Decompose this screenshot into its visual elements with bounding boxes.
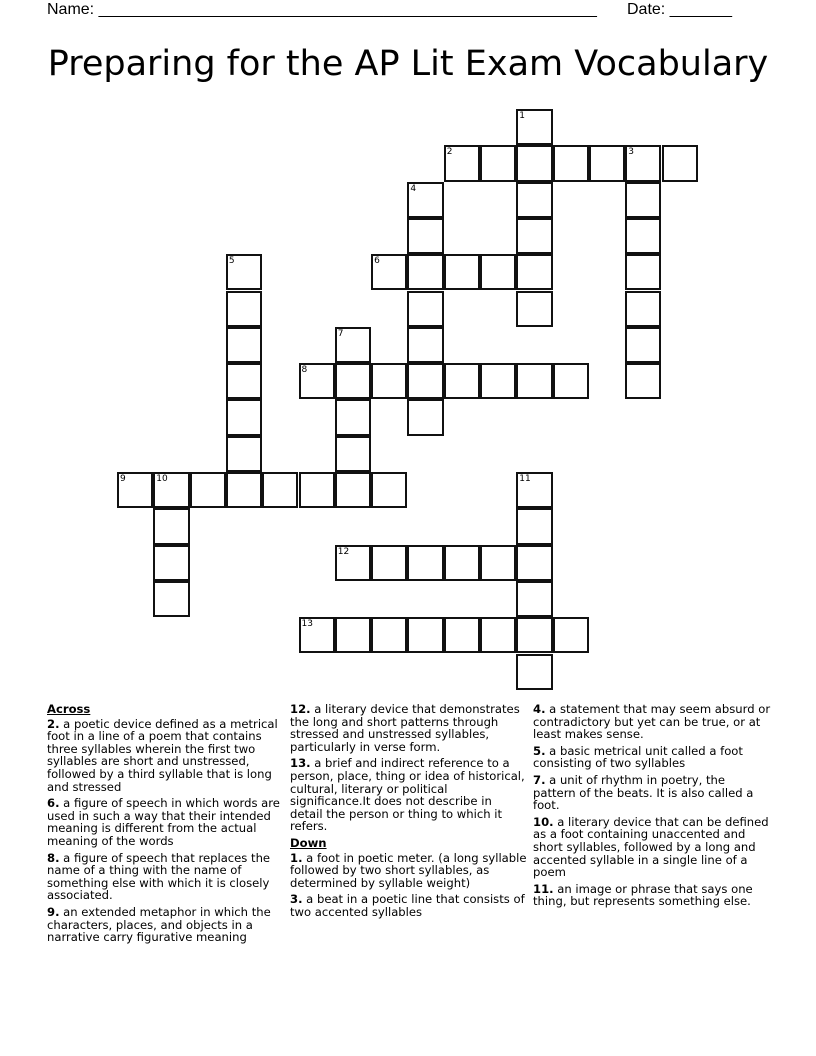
cell-number: 3 xyxy=(628,147,634,158)
clue-column-3 xyxy=(533,703,771,912)
crossword-cell[interactable] xyxy=(516,508,552,544)
crossword-cell[interactable] xyxy=(299,472,335,508)
crossword-cell[interactable] xyxy=(516,254,552,290)
crossword-cell[interactable] xyxy=(371,472,407,508)
crossword-cell[interactable] xyxy=(226,399,262,435)
crossword-cell[interactable] xyxy=(371,545,407,581)
clue-down-11: 11. an image or phrase that says one thing, but represents something else. xyxy=(533,881,753,909)
cell-number: 7 xyxy=(337,328,344,339)
clue-down-4: 4. a statement that may seem absurd or contradictory but yet can be true, or at least makes sense. xyxy=(533,702,771,742)
crossword-cell[interactable] xyxy=(444,254,480,290)
clue-across-9: 9. an extended metaphor in which the characters, places, and objects in a narrative carry figurative meaning xyxy=(47,904,271,945)
crossword-cell[interactable] xyxy=(226,327,262,363)
crossword-cell[interactable] xyxy=(407,254,443,290)
crossword-cell[interactable] xyxy=(625,254,661,290)
crossword-cell[interactable] xyxy=(407,545,443,581)
cell-number: 12 xyxy=(337,546,350,557)
crossword-cell[interactable] xyxy=(335,436,371,472)
crossword-cell[interactable] xyxy=(299,363,335,399)
clue-column-1 xyxy=(47,703,285,948)
crossword-cell[interactable] xyxy=(625,218,661,254)
crossword-cell[interactable] xyxy=(262,472,298,508)
crossword-cell[interactable] xyxy=(335,399,371,435)
crossword-cell[interactable] xyxy=(407,617,443,653)
crossword-cell[interactable] xyxy=(407,182,443,218)
crossword-cell[interactable] xyxy=(226,291,262,327)
crossword-cell[interactable] xyxy=(153,581,189,617)
cell-number: 9 xyxy=(120,474,126,484)
down-heading: Down xyxy=(290,835,327,850)
cell-number: 13 xyxy=(301,619,313,630)
cell-number: 6 xyxy=(374,256,380,267)
clue-down-5: 5. a basic metrical unit called a foot consisting of two syllables xyxy=(533,743,743,771)
crossword-cell[interactable] xyxy=(516,581,552,617)
crossword-cell[interactable] xyxy=(516,654,552,690)
crossword-cell[interactable] xyxy=(516,109,552,145)
cell-number: 4 xyxy=(410,183,417,194)
crossword-cell[interactable] xyxy=(371,254,407,290)
crossword-cell[interactable] xyxy=(444,363,480,399)
across-heading: Across xyxy=(47,702,91,716)
clue-down-7: 7. a unit of rhythm in poetry, the pattern of the beats. It is also called a foot. xyxy=(533,772,754,813)
clue-down-10: 10. a literary device that can be defined as a foot containing unaccented and short syllables, followed by a long and accented syllable in a single line of a poem xyxy=(533,814,769,880)
crossword-cell[interactable] xyxy=(553,617,589,653)
crossword-cell[interactable] xyxy=(516,182,552,218)
crossword-cell[interactable] xyxy=(335,327,371,363)
crossword-cell[interactable] xyxy=(625,363,661,399)
crossword-cell[interactable] xyxy=(407,327,443,363)
page-title: Preparing for the AP Lit Exam Vocabulary xyxy=(47,44,769,84)
crossword-cell[interactable] xyxy=(444,545,480,581)
crossword-cell[interactable] xyxy=(553,363,589,399)
crossword-cell[interactable] xyxy=(516,545,552,581)
cell-number: 2 xyxy=(446,147,453,158)
clue-across-13: 13. a brief and indirect reference to a person, place, thing or idea of historical, cultural, literary or political significance.It does not describe in detail the person or thing to which it refers. xyxy=(290,756,525,834)
crossword-cell[interactable] xyxy=(335,617,371,653)
crossword-cell[interactable] xyxy=(480,545,516,581)
crossword-cell[interactable] xyxy=(335,363,371,399)
clue-across-12: 12. a literary device that demonstrates the long and short patterns through stressed and unstressed syllables, particularly in verse form. xyxy=(290,702,520,754)
cell-number: 5 xyxy=(228,256,235,267)
cell-number: 10 xyxy=(156,474,168,484)
cell-number: 8 xyxy=(301,365,308,376)
crossword-cell[interactable] xyxy=(516,218,552,254)
crossword-cell[interactable] xyxy=(516,291,552,327)
crossword-cell[interactable] xyxy=(407,399,443,435)
crossword-cell[interactable] xyxy=(153,508,189,544)
clue-across-8: 8. a figure of speech that replaces the name of a thing with the name of something else with which it is closely associated. xyxy=(47,850,271,903)
crossword-cell[interactable] xyxy=(299,617,335,653)
crossword-cell[interactable] xyxy=(625,291,661,327)
crossword-cell[interactable] xyxy=(516,363,552,399)
crossword-cell[interactable] xyxy=(444,617,480,653)
crossword-cell[interactable] xyxy=(516,472,552,508)
crossword-cell[interactable] xyxy=(553,145,589,181)
crossword-cell[interactable] xyxy=(407,363,443,399)
crossword-cell[interactable] xyxy=(589,145,625,181)
crossword-cell[interactable] xyxy=(190,472,226,508)
crossword-cell[interactable] xyxy=(153,472,189,508)
crossword-cell[interactable] xyxy=(480,363,516,399)
date-field[interactable]: Date: _______ xyxy=(627,1,732,18)
crossword-cell[interactable] xyxy=(662,145,698,181)
crossword-cell[interactable] xyxy=(480,145,516,181)
crossword-cell[interactable] xyxy=(407,291,443,327)
crossword-cell[interactable] xyxy=(335,472,371,508)
name-field[interactable]: Name: ________________________________________________________ xyxy=(47,1,597,18)
crossword-cell[interactable] xyxy=(226,363,262,399)
crossword-cell[interactable] xyxy=(153,545,189,581)
crossword-cell[interactable] xyxy=(625,145,661,181)
crossword-cell[interactable] xyxy=(444,145,480,181)
clue-across-6: 6. a figure of speech in which words are used in such a way that their intended meaning is different from the actual meaning of the words xyxy=(47,796,280,848)
crossword-cell[interactable] xyxy=(625,182,661,218)
crossword-cell[interactable] xyxy=(371,363,407,399)
crossword-cell[interactable] xyxy=(226,472,262,508)
crossword-cell[interactable] xyxy=(117,472,153,508)
crossword-cell[interactable] xyxy=(226,436,262,472)
cell-number: 1 xyxy=(519,111,526,121)
crossword-cell[interactable] xyxy=(407,218,443,254)
clue-down-1: 1. a foot in poetic meter. (a long syllable followed by two short syllables, as determined by syllable weight) xyxy=(290,850,527,890)
crossword-cell[interactable] xyxy=(480,254,516,290)
crossword-cell[interactable] xyxy=(335,545,371,581)
cell-number: 11 xyxy=(519,474,531,484)
crossword-cell[interactable] xyxy=(480,617,516,653)
crossword-cell[interactable] xyxy=(516,145,552,181)
crossword-cell[interactable] xyxy=(371,617,407,653)
crossword-cell[interactable] xyxy=(226,254,262,290)
crossword-cell[interactable] xyxy=(625,327,661,363)
clue-column-2 xyxy=(290,703,528,923)
clue-across-2: 2. a poetic device defined as a metrical foot in a line of a poem that contains three syllables wherein the first two syllables are short and unstressed, followed by a third syllable that is long and stressed xyxy=(47,716,278,794)
crossword-cell[interactable] xyxy=(516,617,552,653)
clue-down-3: 3. a beat in a poetic line that consists of two accented syllables xyxy=(290,892,525,919)
